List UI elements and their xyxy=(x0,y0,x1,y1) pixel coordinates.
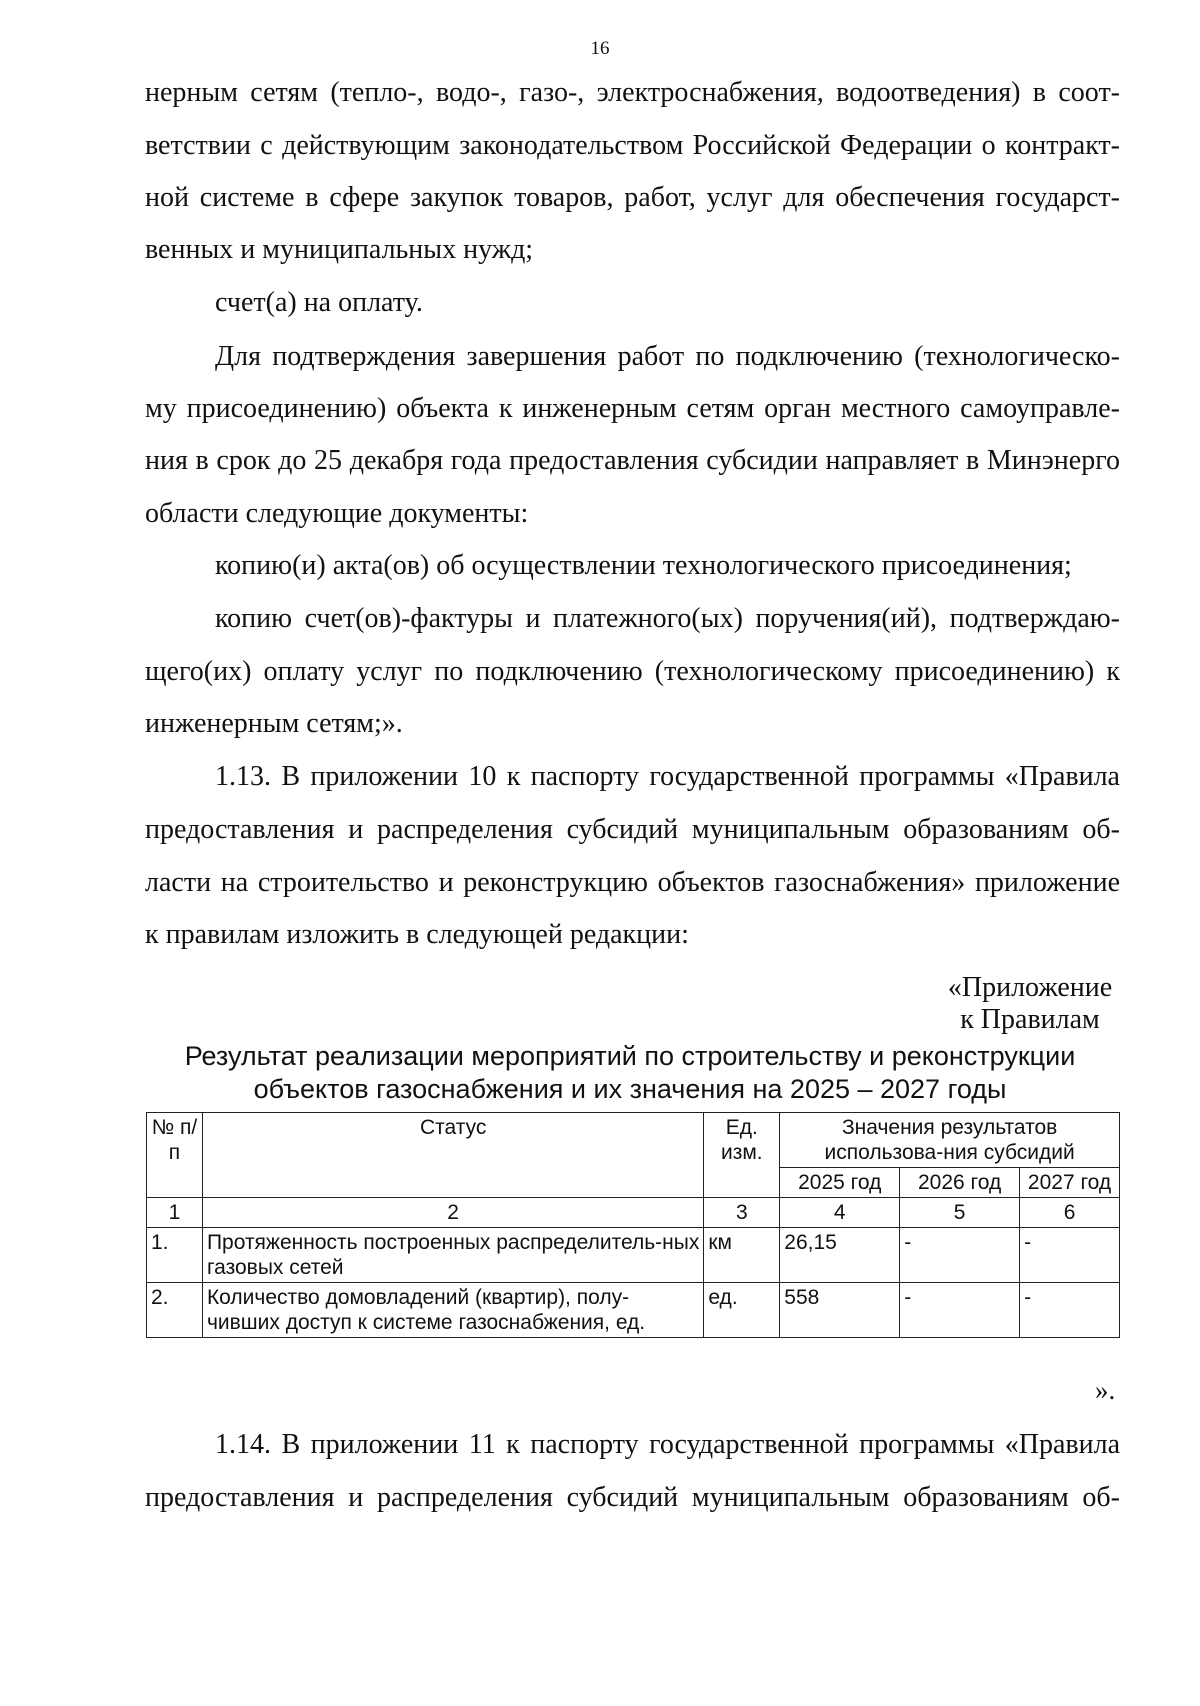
col-number: 1 xyxy=(147,1198,203,1228)
text-line: области следующие документы: xyxy=(145,498,529,529)
header-num: № п/п xyxy=(147,1113,203,1198)
table-col-numbers-row xyxy=(147,1198,1120,1228)
row-value-2027: - xyxy=(1020,1283,1120,1338)
text-line: нерным сетям (тепло-, водо-, газо-, электроснабжения, водоотведения) в соот- xyxy=(145,77,1120,108)
text-line: 1.14. В приложении 11 к паспорту государственной программы «Правила xyxy=(215,1429,1120,1460)
row-status: Количество домовладений (квартир), полу-чивших доступ к системе газоснабжения, ед. xyxy=(202,1283,703,1338)
header-unit: Ед. изм. xyxy=(704,1113,780,1198)
row-num: 1. xyxy=(147,1228,203,1283)
header-year: 2025 год xyxy=(780,1168,900,1198)
row-status: Протяженность построенных распределитель-ных газовых сетей xyxy=(202,1228,703,1283)
text-line: Для подтверждения завершения работ по подключению (технологическо- xyxy=(215,341,1120,372)
text-line: ной системе в сфере закупок товаров, работ, услуг для обеспечения государст- xyxy=(145,182,1120,213)
page-number: 16 xyxy=(590,38,610,59)
row-value-2026: - xyxy=(900,1228,1020,1283)
row-value-2027: - xyxy=(1020,1228,1120,1283)
text-line: инженерным сетям;». xyxy=(145,708,403,739)
closing-quote: ». xyxy=(1095,1375,1116,1405)
header-status: Статус xyxy=(202,1113,703,1198)
row-value-2025: 26,15 xyxy=(780,1228,900,1283)
appendix-line: «Приложение xyxy=(947,972,1113,1003)
col-number: 3 xyxy=(704,1198,780,1228)
invoice-line: счет(а) на оплату. xyxy=(215,287,423,318)
text-line: щего(их) оплату услуг по подключению (технологическому присоединению) к xyxy=(145,656,1120,687)
text-line: ветствии с действующим законодательством Российской Федерации о контракт- xyxy=(145,130,1120,161)
text-line: предоставления и распределения субсидий муниципальным образованиям об- xyxy=(145,1482,1120,1513)
text-line: ния в срок до 25 декабря года предоставления субсидии направляет в Минэнерго xyxy=(145,445,1120,476)
row-value-2026: - xyxy=(900,1283,1020,1338)
appendix-line: к Правилам xyxy=(960,1004,1100,1035)
row-unit: ед. xyxy=(704,1283,780,1338)
table-header-row xyxy=(147,1113,1120,1168)
row-num: 2. xyxy=(147,1283,203,1338)
header-values: Значения результатов использова-ния субсидий xyxy=(780,1113,1120,1168)
header-year: 2027 год xyxy=(1020,1168,1120,1198)
text-line: ласти на строительство и реконструкцию объектов газоснабжения» приложение xyxy=(145,867,1120,898)
text-line: 1.13. В приложении 10 к паспорту государственной программы «Правила xyxy=(215,761,1120,792)
caption-line: Результат реализации мероприятий по строительству и реконструкции xyxy=(184,1041,1076,1071)
col-number: 2 xyxy=(202,1198,703,1228)
text-line: копию счет(ов)-фактуры и платежного(ых) поручения(ий), подтверждаю- xyxy=(215,603,1120,634)
row-unit: км xyxy=(704,1228,780,1283)
row-value-2025: 558 xyxy=(780,1283,900,1338)
results-table xyxy=(146,1112,1120,1338)
col-number: 6 xyxy=(1020,1198,1120,1228)
header-year: 2026 год xyxy=(900,1168,1020,1198)
text-line: к правилам изложить в следующей редакции: xyxy=(145,919,689,950)
table-row xyxy=(147,1228,1120,1283)
text-line: предоставления и распределения субсидий муниципальным образованиям об- xyxy=(145,814,1120,845)
caption-line: объектов газоснабжения и их значения на 2025 – 2027 годы xyxy=(253,1074,1007,1104)
text-line: венных и муниципальных нужд; xyxy=(145,234,534,265)
act-line: копию(и) акта(ов) об осуществлении технологического присоединения; xyxy=(215,550,1072,581)
text-line: му присоединению) объекта к инженерным сетям орган местного самоуправле- xyxy=(145,393,1120,424)
col-number: 4 xyxy=(780,1198,900,1228)
col-number: 5 xyxy=(900,1198,1020,1228)
table-row xyxy=(147,1283,1120,1338)
